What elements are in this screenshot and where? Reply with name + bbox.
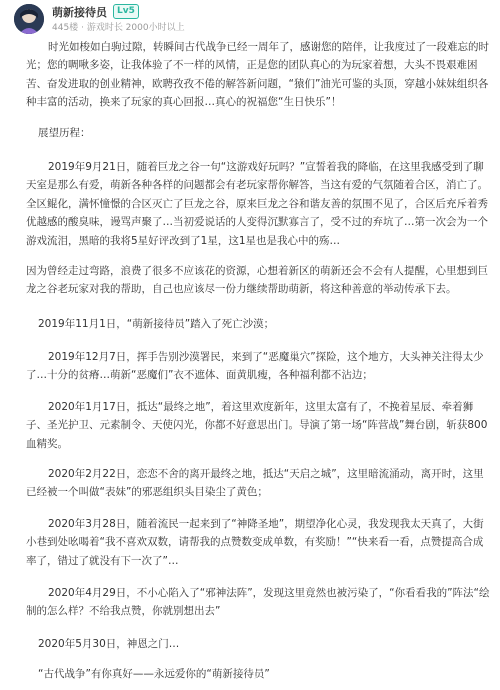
paragraph-2019-11: 2019年11月1日，“萌新接待员”踏入了死亡沙漠；: [38, 318, 275, 330]
paragraph-heading: 展望历程：: [38, 127, 91, 139]
level-badge: Lv5: [113, 4, 139, 19]
floor-number: 445楼: [52, 23, 79, 33]
paragraph-2020-02: 2020年2月22日，恋恋不舍的离开最终之地，抵达“天启之城”，这里暗流涌动，离开时，这里已经被一个叫做“表妹”的邪恶组织头目染尘了黄色；: [26, 468, 484, 499]
playtime: 游戏时长 2000小时以上: [86, 23, 185, 33]
paragraph-reason: 因为曾经走过弯路，浪费了很多不应该花的资源，心想着新区的萌新还会不会有人提醒，心里想到巨龙之谷老玩家对我的帮助，自己也应该尽一份力继续帮助萌新，将这种善意的举动传承下去。: [26, 265, 488, 296]
paragraph-signature: “古代战争”有你真好——永远爱你的“萌新接待员”: [38, 668, 270, 680]
paragraph-2020-05: 2020年5月30日，神恩之门…: [38, 638, 180, 650]
username[interactable]: 萌新接待员: [52, 6, 107, 19]
paragraph-2019-09: 2019年9月21日，随着巨龙之谷一句“这游戏好玩吗？”宣誓着我的降临，在这里我感受到了聊天室是那么有爱，萌新各种各样的问题都会有老玩家帮你解答，当这有爱的气氛随着合区，消亡了。全区鲲化，满怀憧憬的合区灭亡了巨龙之谷，原来巨龙之谷和谐友善的氛围不见了，合区后充斥着秀优越感的酸臭味，谩骂声聚了…当初爱说话的人变得沉默寡言了，受不过的弃坑了…第一次会为一个游戏流泪，黑暗的我将5星好评改到了1星，这1星也是我心中的殇…: [26, 161, 488, 247]
paragraph-intro: 时光如梭如白驹过隙，转瞬间古代战争已经一周年了，感谢您的陪伴，让我度过了一段难忘的时光；您的啁啾多姿，让我体验了不一样的风情，正是您的团队真心的为玩家着想，大头不畏艰难困苦、奋发进取的创业精神，欧聘孜孜不倦的解答新问题，“猿们”油光可鉴的头顶，穿越小妹妹组织各种丰富的活动，换来了玩家的真心回报…真心的祝福您“生日快乐”！: [26, 41, 489, 109]
meta-separator: ·: [81, 23, 84, 33]
paragraph-2020-03: 2020年3月28日，随着流民一起来到了“神降圣地”，期望净化心灵，我发现我太天真了，大街小巷到处吆喝着“我不喜欢双数，请帮我的点赞数变成单数，有奖励！”“快来看一看，点赞提高合成率了，错过了就没有下一次了”…: [26, 518, 484, 567]
paragraph-2020-04: 2020年4月29日，不小心陷入了“邪神法阵”，发现这里竟然也被污染了，“你看看我的”阵法“绘制的怎么样？不给我点赞，你就别想出去”: [26, 587, 490, 618]
paragraph-2020-01: 2020年1月17日，抵达“最终之地”，着这里欢度新年，这里太富有了，不挽着星辰、牵着狮子、圣光护卫、元素制令、天使闪光，你都不好意思出门。导演了第一场“阵营战”舞台剧，斩获800血精奖。: [26, 401, 488, 450]
paragraph-2019-12: 2019年12月7日，挥手告别沙漠署民，来到了“恶魔巢穴”探险，这个地方，大头神关注得太少了…十分的贫瘠…萌新“恶魔们”衣不遮体、面黄肌瘦，各种福利都不沾边；: [26, 351, 484, 382]
